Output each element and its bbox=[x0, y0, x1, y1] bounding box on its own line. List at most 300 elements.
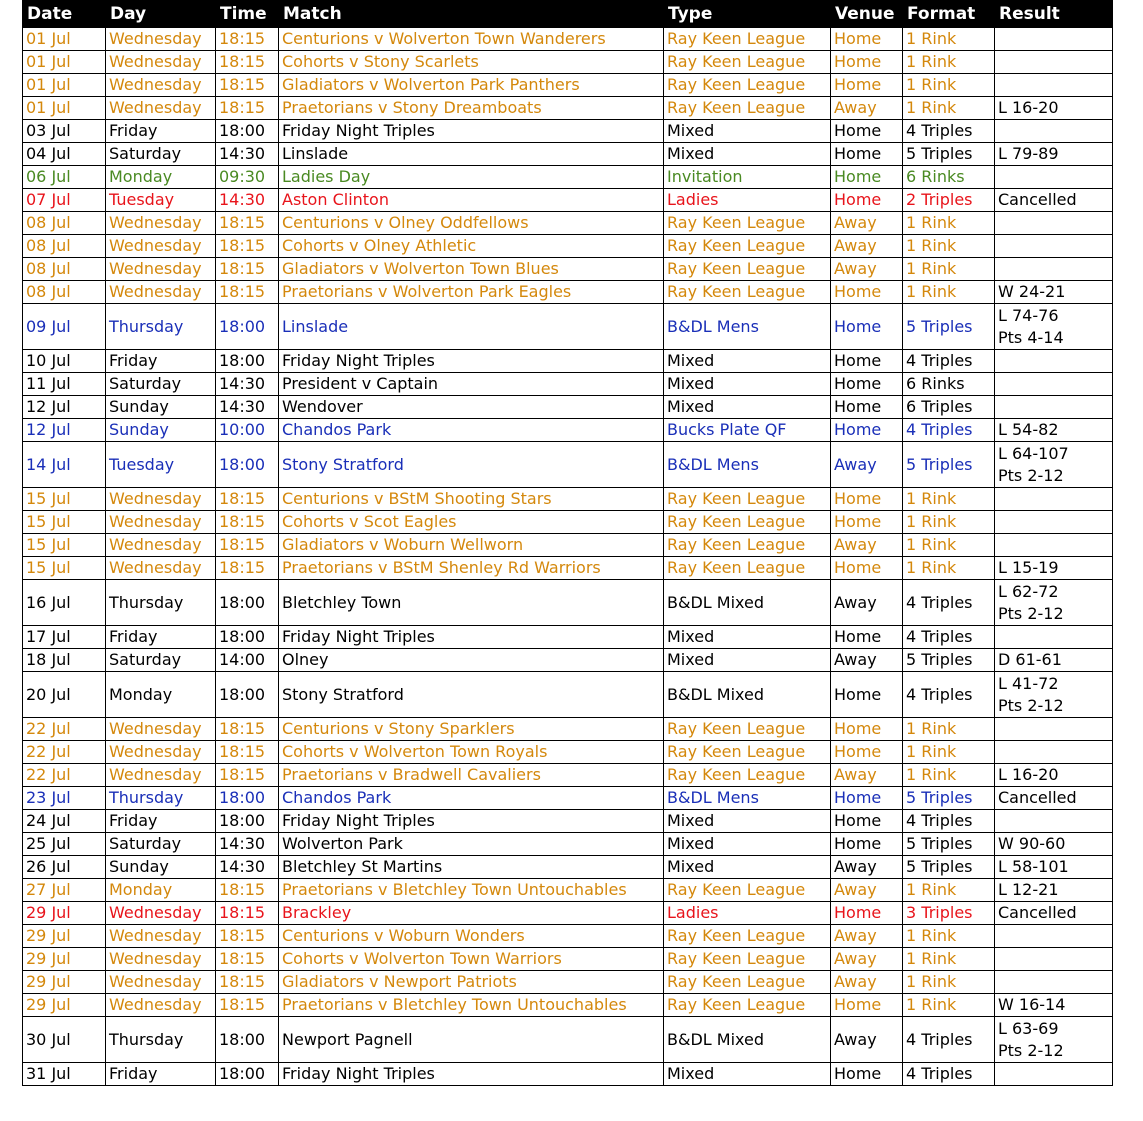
cell-result bbox=[995, 373, 1113, 396]
cell-venue: Away bbox=[831, 212, 903, 235]
cell-format: 1 Rink bbox=[903, 511, 995, 534]
cell-day: Wednesday bbox=[106, 51, 216, 74]
cell-match: Chandos Park bbox=[279, 419, 664, 442]
cell-result: L 63-69 Pts 2-12 bbox=[995, 1017, 1113, 1063]
cell-day: Wednesday bbox=[106, 235, 216, 258]
cell-date: 08 Jul bbox=[23, 281, 106, 304]
cell-date: 23 Jul bbox=[23, 787, 106, 810]
cell-date: 29 Jul bbox=[23, 902, 106, 925]
cell-type: B&DL Mixed bbox=[664, 672, 831, 718]
cell-format: 5 Triples bbox=[903, 856, 995, 879]
cell-time: 18:15 bbox=[216, 718, 279, 741]
table-row bbox=[23, 258, 1113, 281]
cell-day: Friday bbox=[106, 350, 216, 373]
cell-format: 4 Triples bbox=[903, 350, 995, 373]
table-row bbox=[23, 511, 1113, 534]
cell-day: Wednesday bbox=[106, 281, 216, 304]
cell-match: Centurions v Woburn Wonders bbox=[279, 925, 664, 948]
cell-type: Ray Keen League bbox=[664, 718, 831, 741]
header-day: Day bbox=[106, 1, 216, 28]
cell-match: Linslade bbox=[279, 304, 664, 350]
cell-venue: Home bbox=[831, 304, 903, 350]
cell-date: 20 Jul bbox=[23, 672, 106, 718]
cell-date: 08 Jul bbox=[23, 212, 106, 235]
cell-result bbox=[995, 166, 1113, 189]
cell-venue: Home bbox=[831, 557, 903, 580]
cell-day: Wednesday bbox=[106, 994, 216, 1017]
cell-type: Ray Keen League bbox=[664, 925, 831, 948]
cell-result: L 41-72 Pts 2-12 bbox=[995, 672, 1113, 718]
table-row bbox=[23, 166, 1113, 189]
cell-venue: Home bbox=[831, 74, 903, 97]
cell-date: 12 Jul bbox=[23, 419, 106, 442]
table-row bbox=[23, 557, 1113, 580]
cell-date: 01 Jul bbox=[23, 51, 106, 74]
cell-venue: Home bbox=[831, 350, 903, 373]
table-row bbox=[23, 281, 1113, 304]
header-date: Date bbox=[23, 1, 106, 28]
cell-match: Praetorians v Stony Dreamboats bbox=[279, 97, 664, 120]
cell-result bbox=[995, 258, 1113, 281]
cell-format: 4 Triples bbox=[903, 672, 995, 718]
cell-match: Stony Stratford bbox=[279, 442, 664, 488]
cell-time: 14:30 bbox=[216, 373, 279, 396]
cell-venue: Home bbox=[831, 166, 903, 189]
cell-venue: Away bbox=[831, 442, 903, 488]
cell-result: W 90-60 bbox=[995, 833, 1113, 856]
cell-format: 1 Rink bbox=[903, 488, 995, 511]
cell-type: Mixed bbox=[664, 1063, 831, 1086]
cell-match: Praetorians v BStM Shenley Rd Warriors bbox=[279, 557, 664, 580]
table-row bbox=[23, 120, 1113, 143]
cell-day: Thursday bbox=[106, 304, 216, 350]
cell-result bbox=[995, 810, 1113, 833]
table-body bbox=[23, 28, 1113, 1086]
table-row bbox=[23, 1063, 1113, 1086]
cell-match: Aston Clinton bbox=[279, 189, 664, 212]
cell-time: 18:00 bbox=[216, 787, 279, 810]
cell-venue: Away bbox=[831, 649, 903, 672]
cell-type: B&DL Mens bbox=[664, 304, 831, 350]
cell-type: B&DL Mens bbox=[664, 442, 831, 488]
cell-match: Cohorts v Scot Eagles bbox=[279, 511, 664, 534]
cell-date: 06 Jul bbox=[23, 166, 106, 189]
cell-type: Ray Keen League bbox=[664, 557, 831, 580]
cell-result bbox=[995, 741, 1113, 764]
table-row bbox=[23, 189, 1113, 212]
cell-format: 4 Triples bbox=[903, 120, 995, 143]
table-row bbox=[23, 856, 1113, 879]
cell-time: 18:15 bbox=[216, 74, 279, 97]
cell-venue: Home bbox=[831, 718, 903, 741]
cell-type: B&DL Mens bbox=[664, 787, 831, 810]
cell-type: Ray Keen League bbox=[664, 51, 831, 74]
table-row bbox=[23, 971, 1113, 994]
cell-date: 29 Jul bbox=[23, 948, 106, 971]
cell-type: Ray Keen League bbox=[664, 741, 831, 764]
table-row bbox=[23, 143, 1113, 166]
table-row bbox=[23, 97, 1113, 120]
cell-match: Linslade bbox=[279, 143, 664, 166]
cell-venue: Away bbox=[831, 879, 903, 902]
cell-result bbox=[995, 948, 1113, 971]
cell-format: 4 Triples bbox=[903, 1063, 995, 1086]
cell-date: 08 Jul bbox=[23, 235, 106, 258]
cell-time: 18:15 bbox=[216, 948, 279, 971]
cell-date: 25 Jul bbox=[23, 833, 106, 856]
cell-day: Thursday bbox=[106, 787, 216, 810]
cell-format: 1 Rink bbox=[903, 994, 995, 1017]
cell-day: Wednesday bbox=[106, 557, 216, 580]
cell-result: Cancelled bbox=[995, 787, 1113, 810]
cell-format: 1 Rink bbox=[903, 879, 995, 902]
cell-match: Wolverton Park bbox=[279, 833, 664, 856]
cell-type: Ray Keen League bbox=[664, 212, 831, 235]
table-header bbox=[23, 1, 1113, 28]
cell-result: Cancelled bbox=[995, 189, 1113, 212]
cell-time: 18:00 bbox=[216, 304, 279, 350]
cell-venue: Away bbox=[831, 764, 903, 787]
cell-day: Sunday bbox=[106, 856, 216, 879]
cell-match: Stony Stratford bbox=[279, 672, 664, 718]
cell-venue: Away bbox=[831, 235, 903, 258]
table-row bbox=[23, 787, 1113, 810]
cell-venue: Home bbox=[831, 143, 903, 166]
cell-day: Tuesday bbox=[106, 442, 216, 488]
table-row bbox=[23, 534, 1113, 557]
cell-type: Mixed bbox=[664, 833, 831, 856]
cell-time: 18:00 bbox=[216, 120, 279, 143]
cell-result: L 58-101 bbox=[995, 856, 1113, 879]
cell-date: 22 Jul bbox=[23, 764, 106, 787]
table-row bbox=[23, 373, 1113, 396]
cell-venue: Away bbox=[831, 97, 903, 120]
table-row bbox=[23, 28, 1113, 51]
table-row bbox=[23, 580, 1113, 626]
cell-format: 1 Rink bbox=[903, 741, 995, 764]
table-row bbox=[23, 350, 1113, 373]
cell-match: Friday Night Triples bbox=[279, 810, 664, 833]
table-row bbox=[23, 488, 1113, 511]
table-row bbox=[23, 741, 1113, 764]
cell-match: Cohorts v Stony Scarlets bbox=[279, 51, 664, 74]
cell-day: Wednesday bbox=[106, 902, 216, 925]
cell-match: Praetorians v Bletchley Town Untouchables bbox=[279, 879, 664, 902]
cell-day: Wednesday bbox=[106, 764, 216, 787]
cell-day: Monday bbox=[106, 166, 216, 189]
cell-result: L 16-20 bbox=[995, 764, 1113, 787]
cell-venue: Home bbox=[831, 120, 903, 143]
cell-date: 15 Jul bbox=[23, 511, 106, 534]
cell-match: Praetorians v Bletchley Town Untouchables bbox=[279, 994, 664, 1017]
table-row bbox=[23, 649, 1113, 672]
cell-time: 18:00 bbox=[216, 442, 279, 488]
cell-type: Ray Keen League bbox=[664, 971, 831, 994]
cell-day: Wednesday bbox=[106, 488, 216, 511]
cell-venue: Home bbox=[831, 511, 903, 534]
cell-type: Ray Keen League bbox=[664, 281, 831, 304]
cell-format: 1 Rink bbox=[903, 925, 995, 948]
cell-date: 17 Jul bbox=[23, 626, 106, 649]
cell-venue: Away bbox=[831, 856, 903, 879]
cell-format: 4 Triples bbox=[903, 1017, 995, 1063]
cell-format: 5 Triples bbox=[903, 833, 995, 856]
cell-day: Saturday bbox=[106, 373, 216, 396]
table-row bbox=[23, 1017, 1113, 1063]
cell-result: L 64-107 Pts 2-12 bbox=[995, 442, 1113, 488]
header-row bbox=[23, 1, 1113, 28]
cell-time: 18:15 bbox=[216, 879, 279, 902]
cell-result: W 24-21 bbox=[995, 281, 1113, 304]
cell-time: 14:30 bbox=[216, 396, 279, 419]
cell-format: 5 Triples bbox=[903, 787, 995, 810]
cell-format: 5 Triples bbox=[903, 442, 995, 488]
cell-type: Mixed bbox=[664, 649, 831, 672]
cell-match: Gladiators v Newport Patriots bbox=[279, 971, 664, 994]
cell-venue: Away bbox=[831, 580, 903, 626]
cell-day: Wednesday bbox=[106, 534, 216, 557]
cell-format: 4 Triples bbox=[903, 419, 995, 442]
cell-result bbox=[995, 74, 1113, 97]
cell-match: Cohorts v Wolverton Town Warriors bbox=[279, 948, 664, 971]
cell-type: Ray Keen League bbox=[664, 74, 831, 97]
cell-result: L 54-82 bbox=[995, 419, 1113, 442]
cell-type: Bucks Plate QF bbox=[664, 419, 831, 442]
cell-time: 14:30 bbox=[216, 856, 279, 879]
cell-venue: Home bbox=[831, 51, 903, 74]
cell-time: 18:15 bbox=[216, 28, 279, 51]
cell-match: Ladies Day bbox=[279, 166, 664, 189]
cell-time: 18:15 bbox=[216, 557, 279, 580]
cell-format: 6 Rinks bbox=[903, 373, 995, 396]
cell-match: Gladiators v Wolverton Park Panthers bbox=[279, 74, 664, 97]
cell-day: Sunday bbox=[106, 419, 216, 442]
cell-format: 6 Triples bbox=[903, 396, 995, 419]
cell-day: Wednesday bbox=[106, 925, 216, 948]
header-format: Format bbox=[903, 1, 995, 28]
cell-date: 31 Jul bbox=[23, 1063, 106, 1086]
cell-venue: Away bbox=[831, 258, 903, 281]
cell-match: Gladiators v Woburn Wellworn bbox=[279, 534, 664, 557]
cell-time: 18:00 bbox=[216, 580, 279, 626]
cell-date: 16 Jul bbox=[23, 580, 106, 626]
cell-match: Centurions v Stony Sparklers bbox=[279, 718, 664, 741]
table-row bbox=[23, 902, 1113, 925]
cell-date: 10 Jul bbox=[23, 350, 106, 373]
cell-venue: Home bbox=[831, 373, 903, 396]
cell-day: Wednesday bbox=[106, 97, 216, 120]
cell-result: L 15-19 bbox=[995, 557, 1113, 580]
cell-match: Olney bbox=[279, 649, 664, 672]
cell-result bbox=[995, 28, 1113, 51]
cell-time: 18:00 bbox=[216, 626, 279, 649]
cell-type: Ray Keen League bbox=[664, 534, 831, 557]
cell-time: 09:30 bbox=[216, 166, 279, 189]
cell-time: 18:00 bbox=[216, 350, 279, 373]
table-row bbox=[23, 419, 1113, 442]
cell-venue: Home bbox=[831, 1063, 903, 1086]
cell-format: 1 Rink bbox=[903, 97, 995, 120]
cell-type: Ray Keen League bbox=[664, 764, 831, 787]
table-row bbox=[23, 879, 1113, 902]
cell-date: 29 Jul bbox=[23, 925, 106, 948]
cell-type: Ray Keen League bbox=[664, 28, 831, 51]
cell-day: Wednesday bbox=[106, 74, 216, 97]
table-row bbox=[23, 672, 1113, 718]
table-row bbox=[23, 948, 1113, 971]
cell-format: 1 Rink bbox=[903, 557, 995, 580]
cell-date: 26 Jul bbox=[23, 856, 106, 879]
cell-venue: Home bbox=[831, 741, 903, 764]
cell-time: 18:00 bbox=[216, 1063, 279, 1086]
cell-result: Cancelled bbox=[995, 902, 1113, 925]
cell-type: Mixed bbox=[664, 350, 831, 373]
cell-time: 18:15 bbox=[216, 994, 279, 1017]
table-row bbox=[23, 442, 1113, 488]
table-row bbox=[23, 833, 1113, 856]
cell-time: 18:15 bbox=[216, 511, 279, 534]
cell-date: 27 Jul bbox=[23, 879, 106, 902]
cell-date: 22 Jul bbox=[23, 718, 106, 741]
cell-match: Brackley bbox=[279, 902, 664, 925]
cell-type: Ray Keen League bbox=[664, 235, 831, 258]
cell-date: 29 Jul bbox=[23, 994, 106, 1017]
cell-format: 1 Rink bbox=[903, 718, 995, 741]
table-row bbox=[23, 51, 1113, 74]
cell-format: 1 Rink bbox=[903, 281, 995, 304]
cell-day: Thursday bbox=[106, 1017, 216, 1063]
cell-result bbox=[995, 212, 1113, 235]
cell-format: 5 Triples bbox=[903, 143, 995, 166]
cell-match: Cohorts v Olney Athletic bbox=[279, 235, 664, 258]
cell-day: Wednesday bbox=[106, 258, 216, 281]
cell-format: 5 Triples bbox=[903, 649, 995, 672]
cell-time: 18:15 bbox=[216, 258, 279, 281]
cell-type: Invitation bbox=[664, 166, 831, 189]
cell-time: 18:15 bbox=[216, 741, 279, 764]
header-type: Type bbox=[664, 1, 831, 28]
cell-day: Wednesday bbox=[106, 718, 216, 741]
cell-type: Ray Keen League bbox=[664, 511, 831, 534]
cell-day: Friday bbox=[106, 810, 216, 833]
cell-match: Centurions v Olney Oddfellows bbox=[279, 212, 664, 235]
cell-match: Wendover bbox=[279, 396, 664, 419]
cell-format: 2 Triples bbox=[903, 189, 995, 212]
cell-day: Tuesday bbox=[106, 189, 216, 212]
cell-result bbox=[995, 120, 1113, 143]
cell-date: 14 Jul bbox=[23, 442, 106, 488]
cell-day: Friday bbox=[106, 120, 216, 143]
cell-result: L 79-89 bbox=[995, 143, 1113, 166]
cell-date: 15 Jul bbox=[23, 488, 106, 511]
cell-match: Praetorians v Bradwell Cavaliers bbox=[279, 764, 664, 787]
cell-date: 01 Jul bbox=[23, 74, 106, 97]
cell-format: 1 Rink bbox=[903, 235, 995, 258]
cell-venue: Home bbox=[831, 189, 903, 212]
cell-day: Wednesday bbox=[106, 212, 216, 235]
cell-day: Wednesday bbox=[106, 28, 216, 51]
cell-day: Wednesday bbox=[106, 741, 216, 764]
cell-type: Ray Keen League bbox=[664, 948, 831, 971]
cell-time: 18:15 bbox=[216, 534, 279, 557]
cell-format: 6 Rinks bbox=[903, 166, 995, 189]
cell-time: 14:30 bbox=[216, 189, 279, 212]
cell-time: 10:00 bbox=[216, 419, 279, 442]
cell-result bbox=[995, 51, 1113, 74]
fixtures-table bbox=[22, 0, 1113, 1086]
cell-venue: Home bbox=[831, 396, 903, 419]
cell-match: Bletchley Town bbox=[279, 580, 664, 626]
cell-day: Wednesday bbox=[106, 971, 216, 994]
cell-venue: Away bbox=[831, 534, 903, 557]
cell-day: Saturday bbox=[106, 143, 216, 166]
cell-date: 15 Jul bbox=[23, 534, 106, 557]
cell-result bbox=[995, 718, 1113, 741]
cell-match: Gladiators v Wolverton Town Blues bbox=[279, 258, 664, 281]
table-row bbox=[23, 925, 1113, 948]
cell-time: 18:00 bbox=[216, 1017, 279, 1063]
cell-time: 18:15 bbox=[216, 971, 279, 994]
table-row bbox=[23, 994, 1113, 1017]
cell-format: 1 Rink bbox=[903, 51, 995, 74]
cell-date: 09 Jul bbox=[23, 304, 106, 350]
table-row bbox=[23, 235, 1113, 258]
table-row bbox=[23, 74, 1113, 97]
cell-format: 4 Triples bbox=[903, 580, 995, 626]
cell-result bbox=[995, 350, 1113, 373]
cell-format: 3 Triples bbox=[903, 902, 995, 925]
cell-date: 03 Jul bbox=[23, 120, 106, 143]
cell-result bbox=[995, 534, 1113, 557]
cell-venue: Away bbox=[831, 971, 903, 994]
cell-match: Centurions v Wolverton Town Wanderers bbox=[279, 28, 664, 51]
cell-type: Ladies bbox=[664, 189, 831, 212]
cell-day: Saturday bbox=[106, 649, 216, 672]
cell-type: Ray Keen League bbox=[664, 258, 831, 281]
cell-date: 15 Jul bbox=[23, 557, 106, 580]
header-result: Result bbox=[995, 1, 1113, 28]
cell-date: 04 Jul bbox=[23, 143, 106, 166]
cell-result bbox=[995, 235, 1113, 258]
cell-format: 1 Rink bbox=[903, 212, 995, 235]
cell-type: Ray Keen League bbox=[664, 488, 831, 511]
cell-result: D 61-61 bbox=[995, 649, 1113, 672]
cell-time: 18:15 bbox=[216, 281, 279, 304]
cell-type: Ladies bbox=[664, 902, 831, 925]
cell-match: Friday Night Triples bbox=[279, 1063, 664, 1086]
cell-time: 18:15 bbox=[216, 212, 279, 235]
table-row bbox=[23, 626, 1113, 649]
cell-day: Thursday bbox=[106, 580, 216, 626]
cell-time: 18:15 bbox=[216, 97, 279, 120]
cell-format: 1 Rink bbox=[903, 534, 995, 557]
cell-time: 18:15 bbox=[216, 235, 279, 258]
cell-match: Praetorians v Wolverton Park Eagles bbox=[279, 281, 664, 304]
table-row bbox=[23, 212, 1113, 235]
header-match: Match bbox=[279, 1, 664, 28]
cell-time: 18:15 bbox=[216, 925, 279, 948]
cell-date: 24 Jul bbox=[23, 810, 106, 833]
cell-result bbox=[995, 488, 1113, 511]
cell-day: Friday bbox=[106, 626, 216, 649]
cell-result bbox=[995, 626, 1113, 649]
cell-type: Mixed bbox=[664, 396, 831, 419]
cell-match: Newport Pagnell bbox=[279, 1017, 664, 1063]
cell-venue: Home bbox=[831, 28, 903, 51]
cell-match: Cohorts v Wolverton Town Royals bbox=[279, 741, 664, 764]
cell-date: 01 Jul bbox=[23, 97, 106, 120]
cell-format: 4 Triples bbox=[903, 626, 995, 649]
